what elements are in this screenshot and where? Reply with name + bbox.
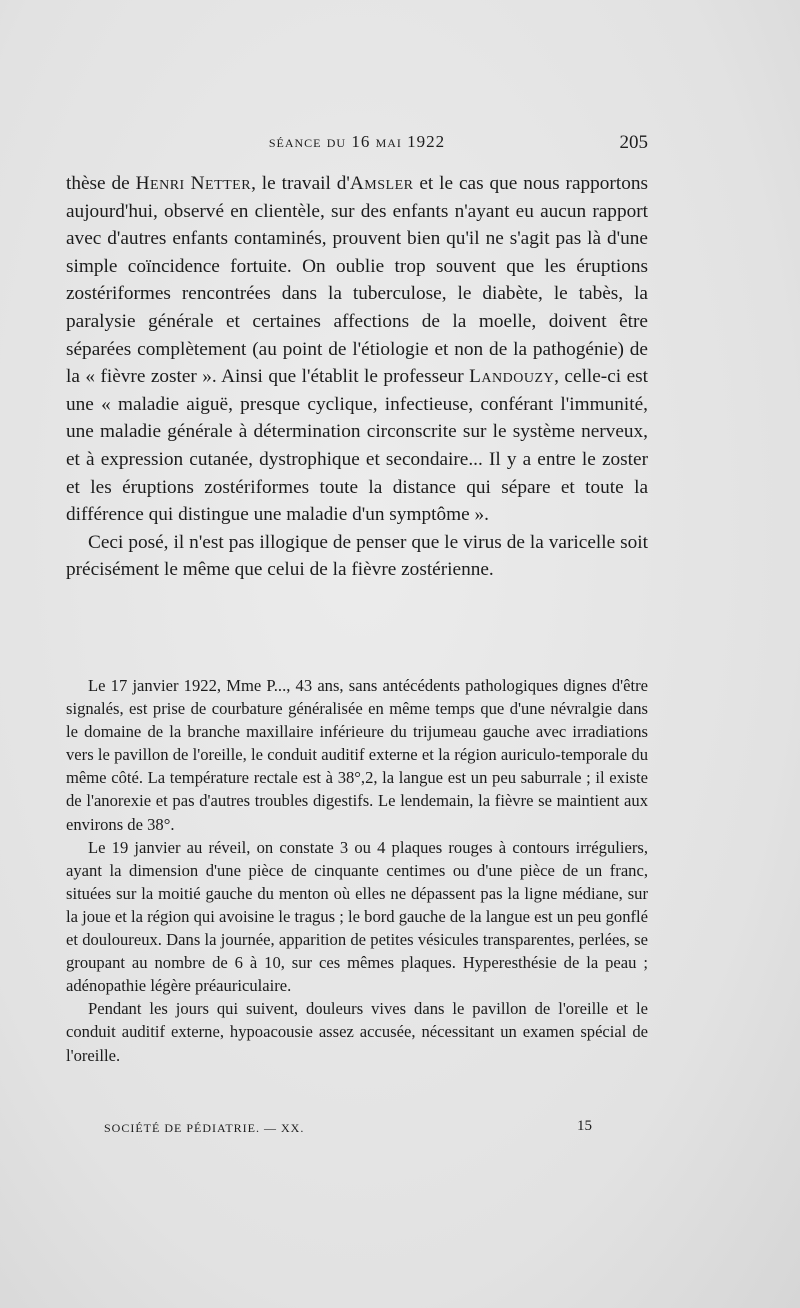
case-paragraph-1: Le 17 janvier 1922, Mme P..., 43 ans, sans antécédents pathologiques dignes d'être signalés, est prise de courbature généralisée en même temps que d'une névralgie dans le domaine de la branche maxillaire inférieure du trijumeau gauche avec irradiations vers le pavillon de l'oreille, le conduit auditif externe et la région auriculo-temporale du même côté. La température rectale est à 38°,2, la langue est un peu saburrale ; il existe de l'anorexie et pas d'autres troubles digestifs. Le lendemain, la fièvre se maintient aux environs de 38°. bbox=[66, 676, 648, 834]
author-name-henri: Henri bbox=[135, 173, 185, 194]
case-report bbox=[66, 674, 648, 1067]
page-number: 205 bbox=[619, 132, 648, 153]
running-title: séance du 16 mai 1922 bbox=[268, 132, 446, 151]
case-paragraph-3: Pendant les jours qui suivent, douleurs vives dans le pavillon de l'oreille et le conduit auditif externe, hypoacousie assez accusée, nécessitant un examen spécial de l'oreille. bbox=[66, 999, 648, 1065]
case-paragraph-2: Le 19 janvier au réveil, on constate 3 ou 4 plaques rouges à contours irréguliers, ayant la dimension d'une pièce de cinquante centimes ou d'une pièce de un franc, situées sur la moitié gauche du menton où elles ne dépassent pas la ligne médiane, sur la joue et la région qui avoisine le tragus ; le bord gauche de la langue est un peu gonflé et douloureux. Dans la journée, apparition de petites vésicules transparentes, perlées, se groupant au nombre de 6 à 10, sur ces mêmes plaques. Hyperesthésie de la peau ; adénopathie légère préauriculaire. bbox=[66, 837, 648, 996]
running-header bbox=[66, 132, 648, 158]
footer-signature: SOCIÉTÉ DE PÉDIATRIE. — XX. bbox=[104, 1121, 305, 1135]
body-paragraph-2: Ceci posé, il n'est pas illogique de penser que le virus de la varicelle soit précisément le même que celui de la fièvre zostérienne. bbox=[66, 531, 648, 581]
text-run: et le cas que nous rapportons aujourd'hui, observé en clientèle, sur des enfants n'ayant eu aucun rapport avec d'autres enfants contaminés, prouvent bien qu'il ne s'agit pas là d'une simple coïncidence fortuite. On oublie trop souvent que les éruptions zostériformes rencontrées dans la tuberculose, le diabète, le tabès, la paralysie générale et certaines affections de la moelle, doivent être séparées complètement (au point de l'étiologie et non de la pathogénie) de la « fièvre zoster ». Ainsi que l'établit le professeur bbox=[66, 173, 648, 388]
text-run: , celle-ci est une « maladie aiguë, presque cyclique, infectieuse, conférant l'immunité, une maladie générale à détermination circonscrite sur le système nerveux, et à expression cutanée, dystrophique et secondaire... Il y a entre le zoster et les éruptions zostériformes toute la distance qui sépare et toute la différence qui distingue une maladie d'un symptôme ». bbox=[66, 366, 648, 526]
text-run: thèse de bbox=[66, 173, 136, 194]
sheet-number: 15 bbox=[577, 1118, 592, 1134]
author-name-netter: Netter bbox=[190, 173, 252, 194]
body-paragraph-1 bbox=[66, 170, 648, 529]
author-name-landouzy: Landouzy bbox=[469, 366, 555, 388]
text-run: , le travail d' bbox=[251, 173, 350, 194]
page-footer bbox=[104, 1118, 592, 1140]
main-text bbox=[66, 170, 648, 584]
author-name-amsler: Amsler bbox=[349, 173, 414, 194]
